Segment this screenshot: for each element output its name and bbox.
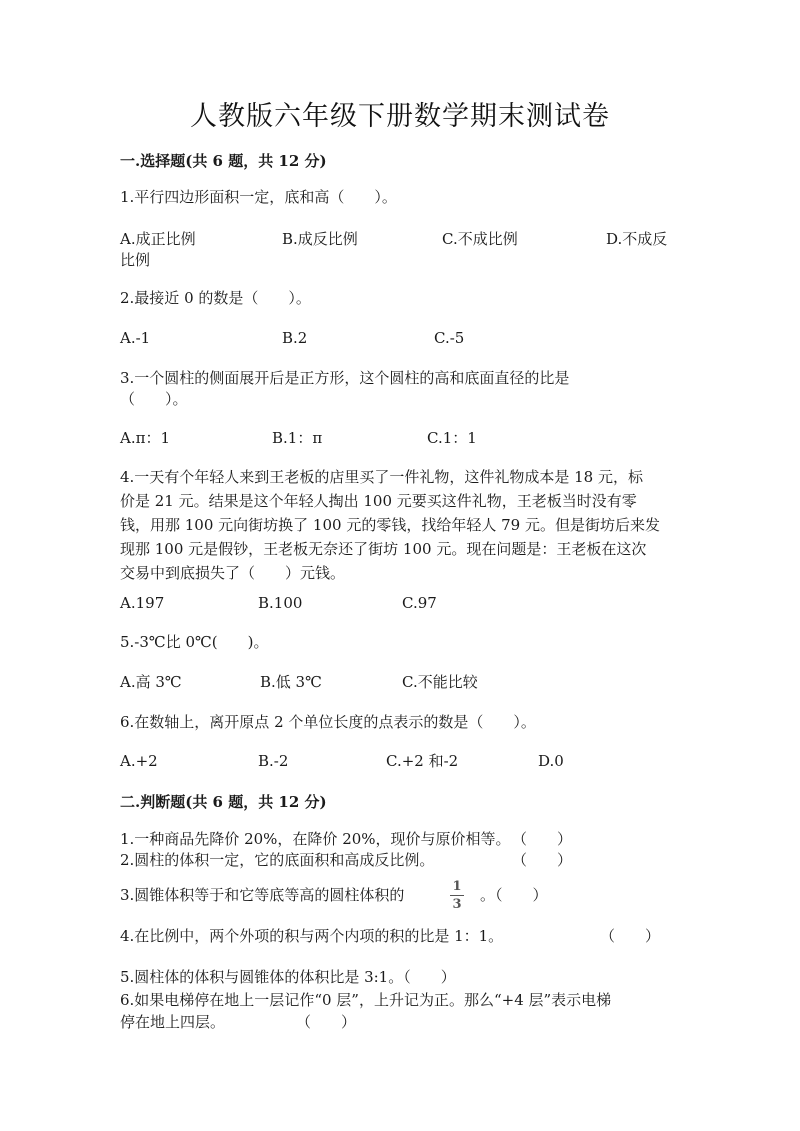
q5-option-a: A.高 3℃ xyxy=(120,673,182,691)
q2-option-c: C.-5 xyxy=(434,329,465,347)
q3-option-c: C.1：1 xyxy=(427,429,477,447)
tf-item-2: 2.圆柱的体积一定，它的底面积和高成反比例。 xyxy=(120,851,435,869)
q1-option-d: D.不成反 xyxy=(606,230,668,248)
question-5-stem: 5.-3℃比 0℃( )。 xyxy=(120,633,269,651)
question-3-stem-line1: 3.一个圆柱的侧面展开后是正方形，这个圆柱的高和底面直径的比是 xyxy=(120,369,570,387)
question-4-stem-line1: 4.一天有个年轻人来到王老板的店里买了一件礼物，这件礼物成本是 18 元，标 xyxy=(120,468,643,486)
tf-item-6-line1: 6.如果电梯停在地上一层记作“0 层”，上升记为正。那么“+4 层”表示电梯 xyxy=(120,991,612,1009)
q6-option-b: B.-2 xyxy=(258,752,289,770)
tf-item-6-paren: （ ） xyxy=(296,1013,357,1031)
question-3-stem-line2: （ ）。 xyxy=(120,390,188,408)
tf-item-1-paren: （ ） xyxy=(512,830,573,848)
fraction-numerator: 1 xyxy=(452,879,462,894)
q5-option-b: B.低 3℃ xyxy=(260,673,322,691)
fraction-denominator: 3 xyxy=(452,897,462,912)
section-heading-judgement: 二.判断题(共 6 题，共 12 分) xyxy=(120,793,327,811)
q2-option-b: B.2 xyxy=(282,329,308,347)
question-4-stem-line4: 现那 100 元是假钞，王老板无奈还了街坊 100 元。现在问题是：王老板在这次 xyxy=(120,540,647,558)
section-heading-choice: 一.选择题(共 6 题，共 12 分) xyxy=(120,152,327,170)
tf-item-4-paren: （ ） xyxy=(600,927,661,945)
q1-option-d-wrap: 比例 xyxy=(120,251,151,269)
fraction-one-third xyxy=(450,879,464,912)
q1-option-c: C.不成比例 xyxy=(442,230,518,248)
tf-item-3: 3.圆锥体积等于和它等底等高的圆柱体积的 xyxy=(120,886,405,904)
tf-item-5: 5.圆柱体的体积与圆锥体的体积比是 3:1。（ ） xyxy=(120,968,456,986)
question-4-stem-line3: 钱，用那 100 元向街坊换了 100 元的零钱，找给年轻人 79 元。但是街坊后来发 xyxy=(120,516,660,534)
q6-option-d: D.0 xyxy=(538,752,564,770)
q4-option-b: B.100 xyxy=(258,594,303,612)
tf-item-3-tail: 。（ ） xyxy=(480,886,548,904)
q5-option-c: C.不能比较 xyxy=(402,673,478,691)
tf-item-1: 1.一种商品先降价 20%，在降价 20%，现价与原价相等。 xyxy=(120,830,511,848)
fraction-bar xyxy=(450,895,464,896)
q3-option-b: B.1：π xyxy=(272,429,323,447)
q4-option-c: C.97 xyxy=(402,594,437,612)
question-1-stem: 1.平行四边形面积一定，底和高（ ）。 xyxy=(120,188,397,206)
tf-item-6-line2: 停在地上四层。 xyxy=(120,1013,226,1031)
q6-option-a: A.+2 xyxy=(120,752,158,770)
question-6-stem: 6.在数轴上，离开原点 2 个单位长度的点表示的数是（ ）。 xyxy=(120,713,536,731)
question-4-stem-line5: 交易中到底损失了（ ）元钱。 xyxy=(120,564,346,582)
tf-item-4: 4.在比例中，两个外项的积与两个内项的积的比是 1：1。 xyxy=(120,927,504,945)
q1-option-b: B.成反比例 xyxy=(282,230,358,248)
q3-option-a: A.π：1 xyxy=(120,429,171,447)
question-2-stem: 2.最接近 0 的数是（ ）。 xyxy=(120,289,311,307)
page-title: 人教版六年级下册数学期末测试卷 xyxy=(190,101,610,132)
question-4-stem-line2: 价是 21 元。结果是这个年轻人掏出 100 元要买这件礼物，王老板当时没有零 xyxy=(120,492,637,510)
q1-option-a: A.成正比例 xyxy=(120,230,196,248)
q6-option-c: C.+2 和-2 xyxy=(386,752,459,770)
q4-option-a: A.197 xyxy=(120,594,165,612)
q2-option-a: A.-1 xyxy=(120,329,151,347)
tf-item-2-paren: （ ） xyxy=(512,851,573,869)
